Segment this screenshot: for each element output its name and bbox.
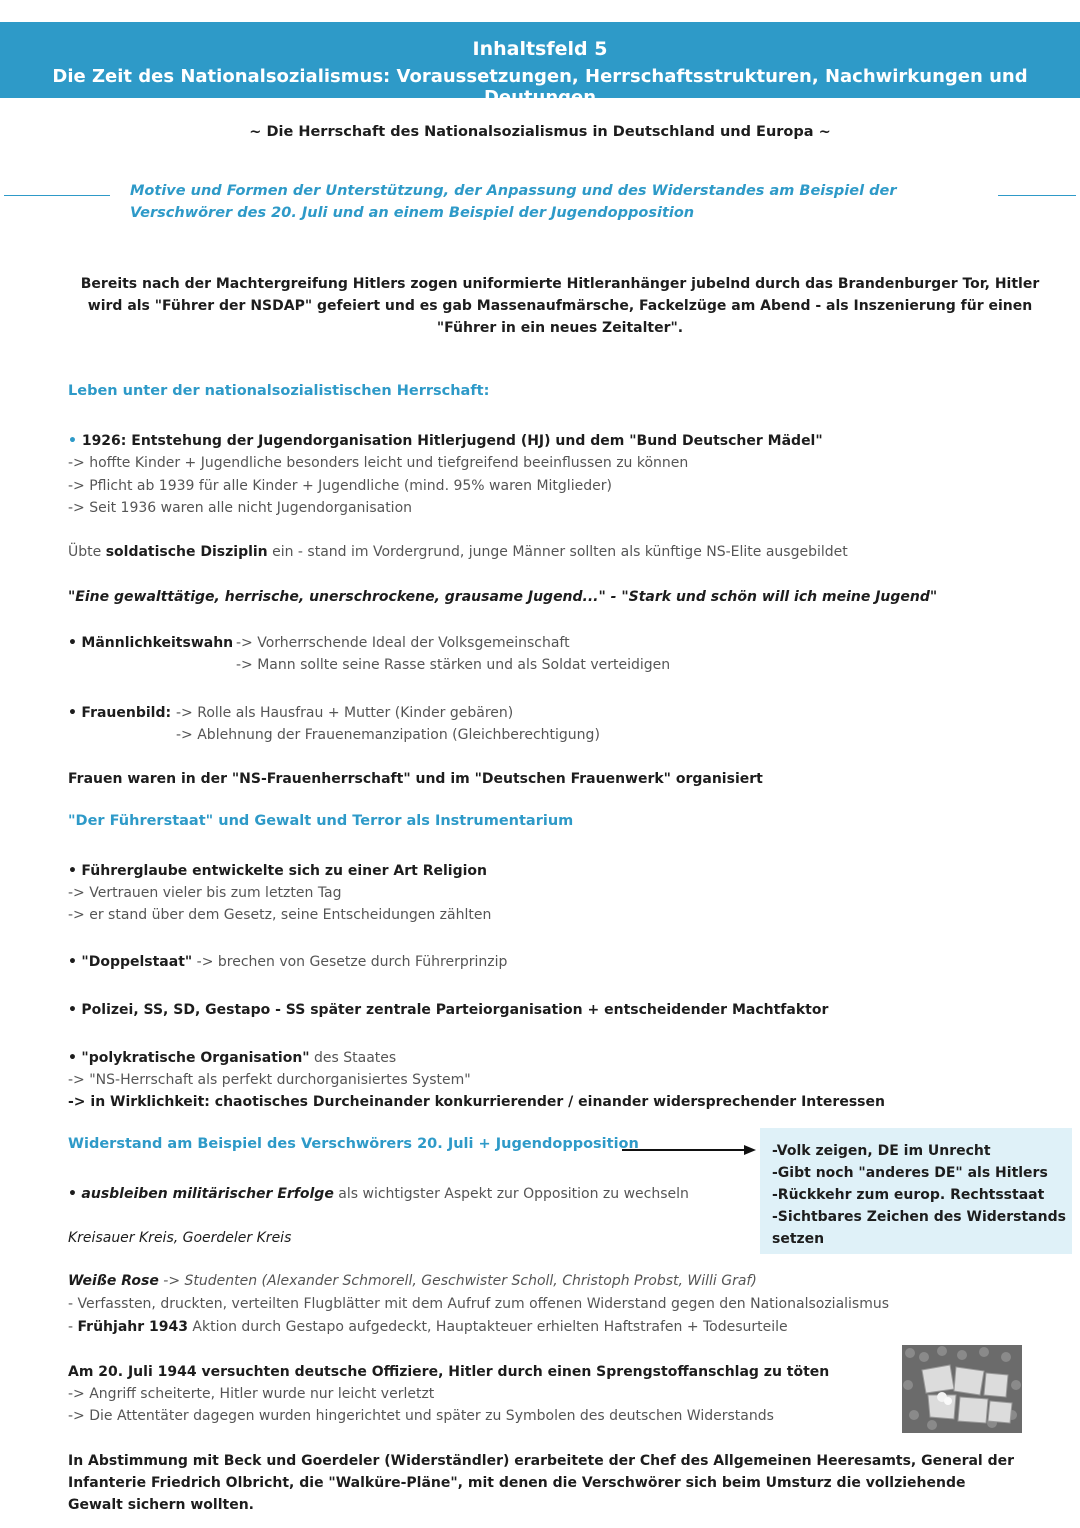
bullet-militaer-text: als wichtigster Aspekt zur Opposition zu wechseln [333,1186,689,1202]
bullet-dot: • [68,433,77,449]
bullet-polykratisch [68,1047,396,1069]
quote-line: "Eine gewalttätige, herrische, unerschrockene, grausame Jugend..." - "Stark und schön will ich meine Jugend" [68,589,938,605]
bullet-hj-sub-2: -> Pflicht ab 1939 für alle Kinder + Jugendliche (mind. 95% waren Mitglieder) [68,478,612,494]
july-20-sub-2: -> Die Attentäter dagegen wurden hingerichtet und später zu Symbolen des deutschen Widerstands [68,1408,774,1424]
discipline-c: ein - stand im Vordergrund, junge Männer sollten als künftige NS-Elite ausgebildet [267,544,848,560]
bullet-dot: • [68,1050,77,1066]
bullet-maennlichkeit-sub-2: -> Mann sollte seine Rasse stärken und als Soldat verteidigen [236,657,671,673]
weisse-rose-sub-2-b: Frühjahr 1943 [77,1319,188,1335]
bullet-dot: • [68,1186,77,1202]
bullet-doppelstaat [68,951,507,973]
women-org-line: Frauen waren in der "NS-Frauenherrschaft" und im "Deutschen Frauenwerk" organisiert [68,771,763,787]
bullet-militaer [68,1183,748,1205]
topic-heading: Motive und Formen der Unterstützung, der Anpassung und des Widerstandes am Beispiel der Verschwörer des 20. Juli und an einem Beispiel der Jugendopposition [130,183,897,221]
header-subtitle: Die Zeit des Nationalsozialismus: Voraussetzungen, Herrschaftsstrukturen, Nachwirkungen und Deutungen [52,66,1028,108]
callout-line-1: -Volk zeigen, DE im Unrecht [772,1143,991,1159]
circles-line: Kreisauer Kreis, Goerdeler Kreis [68,1230,292,1246]
bullet-doppelstaat-text: -> brechen von Gesetze durch Führerprinzip [192,954,508,970]
section-heading-fuehrerstaat: "Der Führerstaat" und Gewalt und Terror als Instrumentarium [68,813,574,829]
weisse-rose-label: Weiße Rose [68,1273,159,1289]
bullet-doppelstaat-label: "Doppelstaat" [81,954,193,970]
bullet-frauenbild-sub-2: -> Ablehnung der Frauenemanzipation (Gleichberechtigung) [176,727,600,743]
bullet-fuehrerglaube-text: Führerglaube entwickelte sich zu einer Art Religion [81,863,487,879]
weisse-rose-text: -> Studenten (Alexander Schmorell, Geschwister Scholl, Christoph Probst, Willi Graf) [158,1273,757,1289]
bullet-fuehrerglaube [68,860,487,882]
weisse-rose-sub-2 [68,1316,1028,1338]
bullet-dot: • [68,705,77,721]
bullet-hj-sub-1: -> hoffte Kinder + Jugendliche besonders leicht und tiefgreifend beeinflussen zu können [68,455,689,471]
bullet-polizei [68,999,1028,1021]
divider-right [998,195,1076,196]
callout-line-4: -Sichtbares Zeichen des Widerstands [772,1209,1066,1225]
header-title: Inhaltsfeld 5 [472,38,608,60]
bullet-dot: • [68,863,77,879]
memorial-photo [902,1345,1022,1433]
bullet-polykratisch-label: "polykratische Organisation" [81,1050,310,1066]
bullet-hj [68,430,968,452]
bullet-maennlichkeit-sub-1: -> Vorherrschende Ideal der Volksgemeinschaft [236,635,570,651]
july-20-line: Am 20. Juli 1944 versuchten deutsche Offiziere, Hitler durch einen Sprengstoffanschlag zu töten [68,1364,830,1380]
bullet-dot: • [68,1002,77,1018]
weisse-rose-sub-1: - Verfassten, druckten, verteilten Flugblätter mit dem Aufruf zum offenen Widerstand gegen den Nationalsozialismus [68,1296,890,1312]
weisse-rose-sub-2-c: Aktion durch Gestapo aufgedeckt, Hauptakteuer erhielten Haftstrafen + Todesurteile [187,1319,788,1335]
walkuere-paragraph: In Abstimmung mit Beck und Goerdeler (Widerständler) erarbeitete der Chef des Allgemeinen Heeresamts, General der Infanterie Friedrich Olbricht, die "Walküre-Pläne", mit denen die Verschwörer sich beim Umsturz die vollziehende Gewalt sichern wollten. [68,1453,1015,1513]
callout-box [760,1128,1072,1254]
bullet-maennlichkeit-label: Männlichkeitswahn [81,635,234,651]
july-20-sub-1: -> Angriff scheiterte, Hitler wurde nur leicht verletzt [68,1386,435,1402]
callout-line-5: setzen [772,1231,825,1247]
weisse-rose-sub-2-a: - [68,1319,78,1335]
bullet-hj-sub-3: -> Seit 1936 waren alle nicht Jugendorganisation [68,500,413,516]
bullet-fuehrerglaube-sub-1: -> Vertrauen vieler bis zum letzten Tag [68,885,342,901]
discipline-a: Übte [68,544,106,560]
bullet-polizei-text: Polizei, SS, SD, Gestapo - SS später zentrale Parteiorganisation + entscheidender Machtfaktor [81,1002,829,1018]
arrow-right-icon [620,1142,760,1158]
callout-line-2: -Gibt noch "anderes DE" als Hitlers [772,1165,1048,1181]
bullet-hj-text: 1926: Entstehung der Jugendorganisation Hitlerjugend (HJ) und dem "Bund Deutscher Mädel" [81,433,823,449]
page-subtitle: ~ Die Herrschaft des Nationalsozialismus in Deutschland und Europa ~ [249,124,831,140]
discipline-b: soldatische Disziplin [105,544,268,560]
bullet-fuehrerglaube-sub-2: -> er stand über dem Gesetz, seine Entscheidungen zählten [68,907,492,923]
section-heading-widerstand: Widerstand am Beispiel des Verschwörers 20. Juli + Jugendopposition [68,1136,639,1152]
bullet-dot: • [68,954,77,970]
bullet-frauenbild-sub-1: -> Rolle als Hausfrau + Mutter (Kinder gebären) [176,705,514,721]
divider-left [4,195,110,196]
intro-paragraph: Bereits nach der Machtergreifung Hitlers zogen uniformierte Hitleranhänger jubelnd durch das Brandenburger Tor, Hitler wird als "Führer der NSDAP" gefeiert und es gab Massenaufmärsche, Fackelzüge am Abend - als Inszenierung für einen "Führer in ein neues Zeitalter". [80,276,1040,336]
section-heading-leben: Leben unter der nationalsozialistischen Herrschaft: [68,383,490,399]
header-banner [0,22,1080,108]
bullet-frauenbild [68,702,171,724]
bullet-frauenbild-label: Frauenbild: [81,705,172,721]
bullet-polykratisch-sub-2: -> in Wirklichkeit: chaotisches Durcheinander konkurrierender / einander widersprechender Interessen [68,1094,885,1110]
bullet-dot: • [68,635,77,651]
bullet-militaer-label: ausbleiben militärischer Erfolge [81,1186,334,1202]
bullet-polykratisch-sub-1: -> "NS-Herrschaft als perfekt durchorganisiertes System" [68,1072,471,1088]
bullet-polykratisch-text: des Staates [309,1050,397,1066]
callout-line-3: -Rückkehr zum europ. Rechtsstaat [772,1187,1045,1203]
discipline-line [68,541,1028,563]
bullet-maennlichkeit [68,632,233,654]
weisse-rose-line [68,1270,1028,1292]
